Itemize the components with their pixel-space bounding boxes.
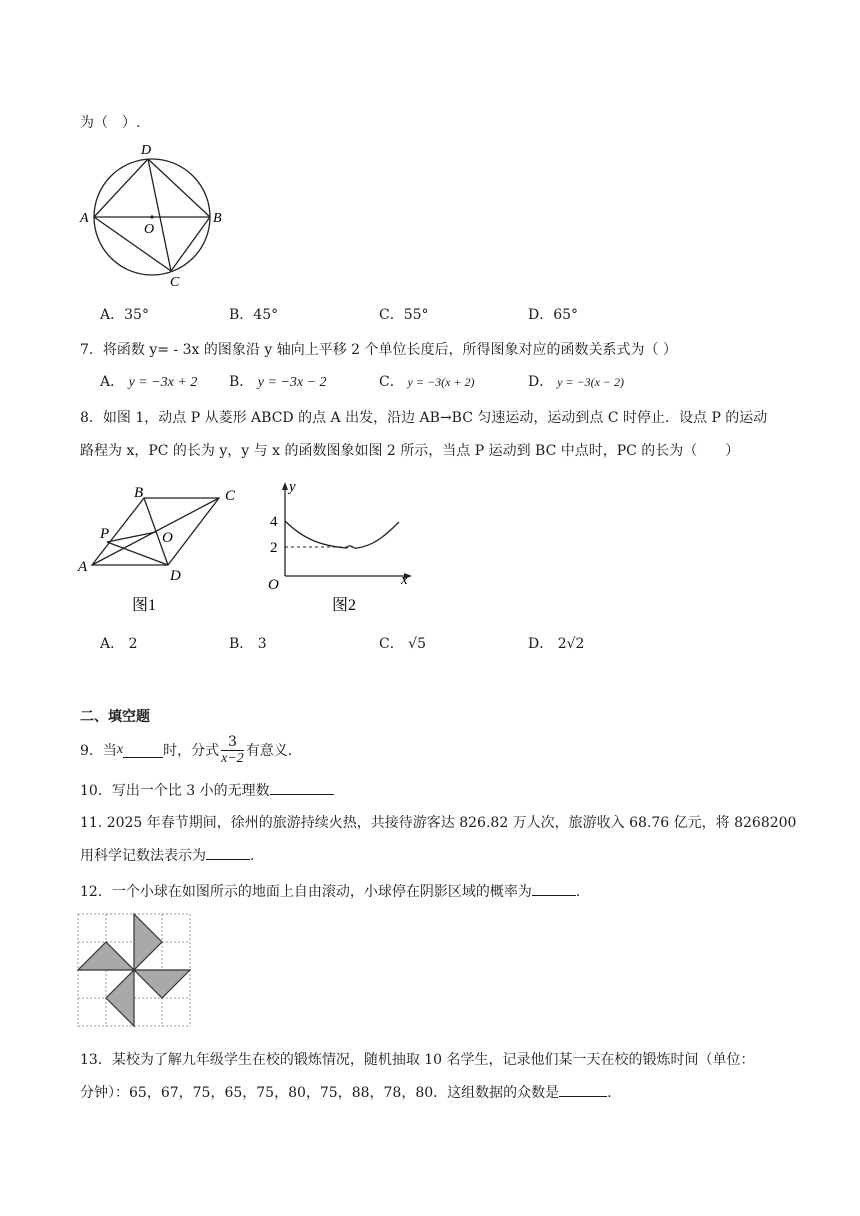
q6-tail: 为（ ）. bbox=[80, 115, 141, 131]
q6-option-a[interactable]: A．35° bbox=[100, 307, 149, 323]
q8-stem-line1: 8．如图 1，动点 P 从菱形 ABCD 的点 A 出发，沿边 AB→BC 匀速运动，运动到点 C 时停止．设点 P 的运动 bbox=[80, 410, 768, 426]
q8-option-b[interactable]: B． 3 bbox=[229, 636, 267, 652]
q11-line1: 11. 2025 年春节期间，徐州的旅游持续火热，共接待游客达 826.82 万人次，旅游收入 68.76 亿元，将 8268200 bbox=[80, 815, 797, 831]
q12: 12．一个小球在如图所示的地面上自由滚动，小球停在阴影区域的概率为 . bbox=[80, 881, 580, 901]
q9-suffix: 有意义. bbox=[245, 743, 293, 759]
fig1-label-p: P bbox=[100, 526, 110, 542]
q6-circle-figure bbox=[78, 140, 228, 290]
q9 bbox=[80, 728, 292, 772]
q9-var: x bbox=[116, 742, 124, 757]
fig1-label-b: B bbox=[134, 485, 144, 501]
q7-option-a[interactable]: A． y = −3x + 2 bbox=[100, 374, 198, 390]
q8-stem-line2: 路程为 x，PC 的长为 y，y 与 x 的函数图象如图 2 所示，当点 P 运动到 BC 中点时，PC 的长为（ ） bbox=[80, 443, 740, 459]
q7-option-c[interactable]: C． y = −3(x + 2) bbox=[379, 374, 475, 390]
q8-figure2-graph bbox=[262, 476, 422, 616]
fig2-label-o: O bbox=[268, 577, 279, 593]
q9-fraction bbox=[221, 734, 244, 767]
fig2-tick-2: 2 bbox=[270, 540, 278, 556]
q12-answer-blank[interactable] bbox=[532, 881, 576, 896]
q8-figure1-rhombus bbox=[74, 480, 249, 615]
q6-label-o: O bbox=[144, 222, 155, 237]
fig2-label-y: y bbox=[289, 479, 296, 495]
fig2-label-x: x bbox=[401, 572, 408, 588]
section-title-fill-in: 二、填空题 bbox=[80, 709, 150, 725]
q11-line2: 用科学记数法表示为 . bbox=[80, 845, 254, 865]
q8-option-d[interactable]: D． 2√2 bbox=[528, 636, 585, 652]
q13-answer-blank[interactable] bbox=[559, 1082, 607, 1097]
q13-text: 分钟）：65，67，75，65，75，80，75，88，78，80．这组数据的众数是 bbox=[80, 1085, 560, 1101]
q6-label-b: B bbox=[213, 211, 222, 226]
q10-answer-blank[interactable] bbox=[270, 780, 334, 795]
fig1-label-d: D bbox=[170, 568, 181, 584]
fig1-label-c: C bbox=[225, 488, 236, 504]
q12-text: 12．一个小球在如图所示的地面上自由滚动，小球停在阴影区域的概率为 bbox=[80, 884, 532, 900]
fig1-label-o: O bbox=[162, 530, 173, 546]
q9-answer-blank[interactable] bbox=[123, 743, 163, 758]
fig2-caption: 图2 bbox=[332, 597, 357, 614]
fig1-caption: 图1 bbox=[132, 597, 157, 614]
q9-middle: 时，分式 bbox=[163, 743, 220, 759]
q12-pinwheel-grid bbox=[77, 913, 193, 1029]
q7-option-b[interactable]: B． y = −3x − 2 bbox=[229, 374, 327, 390]
q6-option-d[interactable]: D．65° bbox=[528, 307, 579, 323]
q6-label-c: C bbox=[170, 275, 180, 290]
q10 bbox=[80, 780, 334, 800]
q7-option-d[interactable]: D． y = −3(x − 2) bbox=[528, 374, 624, 390]
q7-stem: 7．将函数 y= - 3x 的图象沿 y 轴向上平移 2 个单位长度后，所得图象对应的函数关系式为（ ） bbox=[80, 342, 677, 358]
q10-text: 10．写出一个比 3 小的无理数 bbox=[80, 783, 270, 799]
q8-option-c[interactable]: C． √5 bbox=[379, 636, 426, 652]
fig1-label-a: A bbox=[78, 559, 88, 575]
q6-option-c[interactable]: C．55° bbox=[379, 307, 429, 323]
q8-option-a[interactable]: A． 2 bbox=[100, 636, 138, 652]
q6-option-b[interactable]: B．45° bbox=[229, 307, 279, 323]
fig2-tick-4: 4 bbox=[270, 514, 278, 530]
q6-label-a: A bbox=[80, 211, 89, 226]
q9-prefix: 9．当 bbox=[80, 743, 117, 759]
q9-numerator: 3 bbox=[221, 734, 244, 751]
q9-denominator: x−2 bbox=[221, 750, 244, 766]
q11-text: 用科学记数法表示为 bbox=[80, 848, 206, 864]
q13-line2: 分钟）：65，67，75，65，75，80，75，88，78，80．这组数据的众数是 . bbox=[80, 1082, 612, 1102]
q11-answer-blank[interactable] bbox=[206, 845, 250, 860]
q6-label-d: D bbox=[141, 143, 152, 158]
q13-line1: 13．某校为了解九年级学生在校的锻炼情况，随机抽取 10 名学生，记录他们某一天在校的锻炼时间（单位： bbox=[80, 1052, 755, 1068]
